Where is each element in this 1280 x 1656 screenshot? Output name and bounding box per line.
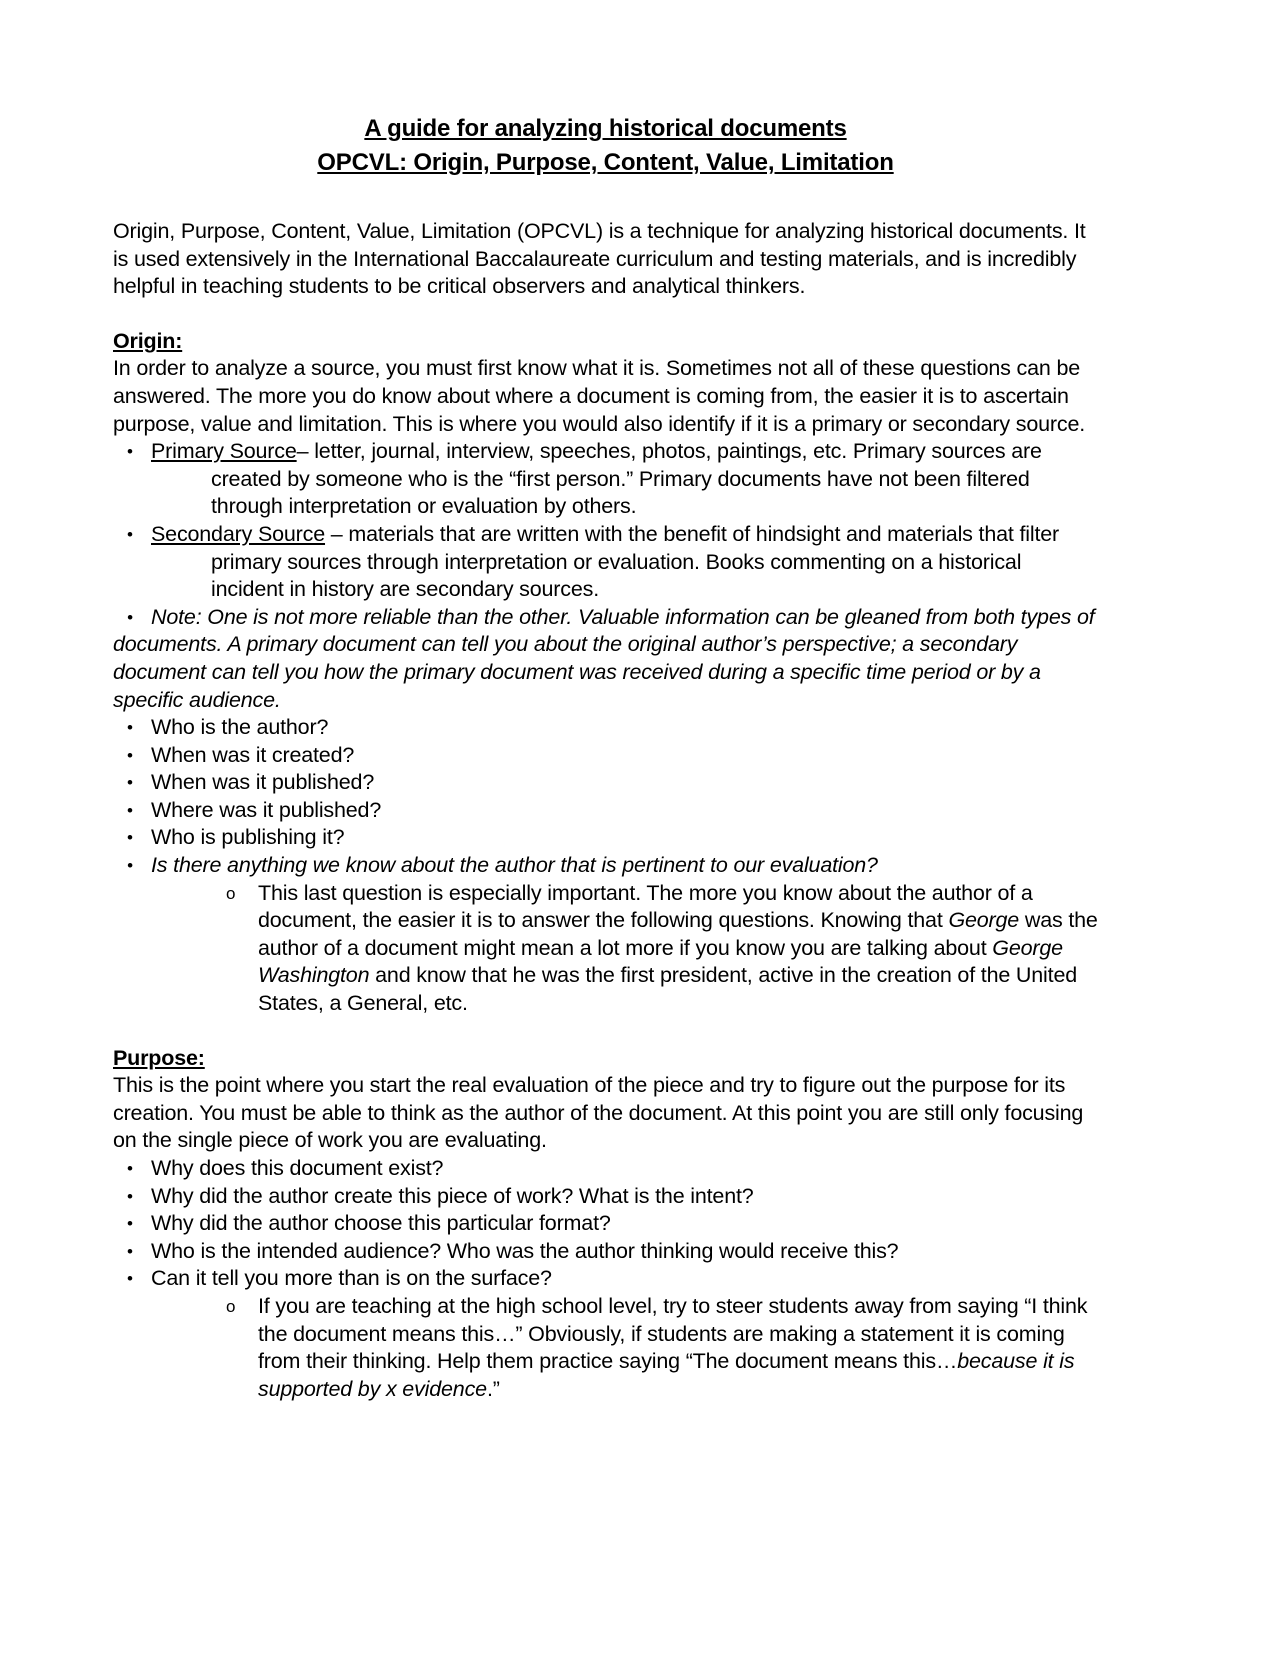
list-item xyxy=(113,1238,1098,1266)
list-item xyxy=(113,1155,1098,1183)
bullet-icon: • xyxy=(127,1241,133,1261)
bullet-icon: • xyxy=(127,856,133,876)
list-item xyxy=(113,824,1098,852)
note-text: Note: One is not more reliable than the other. Valuable information can be gleaned from both types of documents. A primary document can tell you about the original author’s perspective; a secondary document can tell you how the primary document was received during a specific time period or by a specific audience. xyxy=(113,604,1095,712)
document-title xyxy=(113,112,1098,180)
purpose-question-2: Why did the author create this piece of work? What is the intent? xyxy=(151,1183,754,1208)
purpose-heading: Purpose: xyxy=(113,1045,205,1070)
origin-subnote-part2: was the author of a document might mean a lot more if you know you are talking about xyxy=(258,908,1098,960)
list-item-secondary-source xyxy=(113,521,1098,604)
origin-subnote-body xyxy=(258,881,1098,1015)
list-item-purpose-subnote xyxy=(113,1293,1098,1403)
purpose-subnote-part2: .” xyxy=(486,1376,500,1401)
list-item xyxy=(113,1265,1098,1293)
origin-subnote-part1: This last question is especially important. The more you know about the author of a document, the easier it is to answer the following questions. Knowing that xyxy=(258,880,1033,933)
origin-subnote-list xyxy=(113,880,1098,1018)
origin-source-types-list xyxy=(113,438,1098,714)
list-item-italic-question xyxy=(113,852,1098,880)
sub-bullet-icon: o xyxy=(226,883,236,903)
list-item xyxy=(113,1210,1098,1238)
bullet-icon: • xyxy=(127,1214,133,1234)
bullet-icon: • xyxy=(127,800,133,820)
section-spacer-purpose xyxy=(113,1018,1098,1045)
purpose-paragraph: This is the point where you start the real evaluation of the piece and try to figure out the purpose for its creation. You must be able to think as the author of the document. At this point you are still only focusing on the single piece of work you are evaluating. xyxy=(113,1073,1084,1153)
purpose-subnote-part1: If you are teaching at the high school level, try to steer students away from saying “I think the document means this…” Obviously, if students are making a statement it is coming from their thinking. Help them practice saying “The document means this… xyxy=(258,1293,1088,1374)
origin-paragraph: In order to analyze a source, you must first know what it is. Sometimes not all of these questions can be answered. The more you do know about where a document is coming from, the easier it is to ascertain purpose, value and limitation. This is where you would also identify if it is a primary or secondary source. xyxy=(113,356,1086,436)
primary-source-body xyxy=(151,438,1098,521)
bullet-icon: • xyxy=(127,773,133,793)
title-line-2: OPCVL: Origin, Purpose, Content, Value, Limitation xyxy=(317,149,894,176)
secondary-source-text: – materials that are written with the benefit of hindsight and materials that filter primary sources through interpretation or evaluation. Books commenting on a historical incident in history are secondary sources. xyxy=(211,521,1060,602)
title-spacer xyxy=(113,180,1098,218)
document-body xyxy=(113,112,1098,1403)
origin-subnote-italic-george-washington: George Washington xyxy=(258,935,1063,988)
origin-subnote-italic-george: George xyxy=(948,908,1020,933)
bullet-icon: • xyxy=(127,745,133,765)
origin-question-5: Who is publishing it? xyxy=(151,825,345,850)
list-item xyxy=(113,769,1098,797)
purpose-question-3: Why did the author choose this particular format? xyxy=(151,1211,611,1236)
purpose-subnote-body xyxy=(258,1294,1087,1401)
purpose-question-1: Why does this document exist? xyxy=(151,1156,444,1180)
primary-source-text: – letter, journal, interview, speeches, photos, paintings, etc. Primary sources are created by someone who is the “first person.” Primary documents have not been filtered through interpretation or evaluation by others. xyxy=(211,439,1042,519)
list-item-note xyxy=(113,604,1098,714)
purpose-subnote-list xyxy=(113,1293,1098,1403)
origin-question-4: Where was it published? xyxy=(151,797,382,822)
list-item xyxy=(113,1183,1098,1211)
list-item xyxy=(113,742,1098,770)
purpose-question-4: Who is the intended audience? Who was the author thinking would receive this? xyxy=(151,1238,899,1263)
bullet-icon: • xyxy=(127,1186,133,1206)
bullet-icon: • xyxy=(127,442,133,462)
bullet-icon: • xyxy=(127,524,133,544)
bullet-icon: • xyxy=(127,1269,133,1289)
list-item-primary-source xyxy=(113,438,1098,521)
list-item xyxy=(113,797,1098,825)
intro-paragraph: Origin, Purpose, Content, Value, Limitation (OPCVL) is a technique for analyzing historical documents. It is used extensively in the International Baccalaureate curriculum and testing materials, and is incredibly helpful in teaching students to be critical observers and analytical thinkers. xyxy=(113,219,1086,299)
origin-subnote-part3: and know that he was the first president, active in the creation of the United States, a General, etc. xyxy=(258,963,1077,1016)
origin-question-2: When was it created? xyxy=(151,742,355,767)
purpose-questions-list xyxy=(113,1155,1098,1293)
bullet-icon: • xyxy=(127,1159,133,1178)
bullet-icon: • xyxy=(127,607,133,627)
purpose-question-5: Can it tell you more than is on the surface? xyxy=(151,1266,552,1291)
list-item-origin-subnote xyxy=(113,880,1098,1018)
origin-question-1: Who is the author? xyxy=(151,715,329,740)
primary-source-term: Primary Source xyxy=(151,439,297,464)
origin-heading: Origin: xyxy=(113,328,183,353)
origin-questions-list xyxy=(113,714,1098,880)
purpose-subnote-italic-evidence: because it is supported by x evidence xyxy=(258,1349,1075,1401)
origin-question-3: When was it published? xyxy=(151,770,375,795)
sub-bullet-icon: o xyxy=(226,1296,236,1316)
title-line-1: A guide for analyzing historical documents xyxy=(364,115,847,142)
bullet-icon: • xyxy=(127,828,133,848)
origin-italic-question: Is there anything we know about the author that is pertinent to our evaluation? xyxy=(151,853,878,878)
section-spacer-origin xyxy=(113,301,1098,328)
bullet-icon: • xyxy=(127,718,133,738)
secondary-source-term: Secondary Source xyxy=(151,521,326,546)
list-item xyxy=(113,714,1098,742)
secondary-source-body xyxy=(151,521,1098,604)
